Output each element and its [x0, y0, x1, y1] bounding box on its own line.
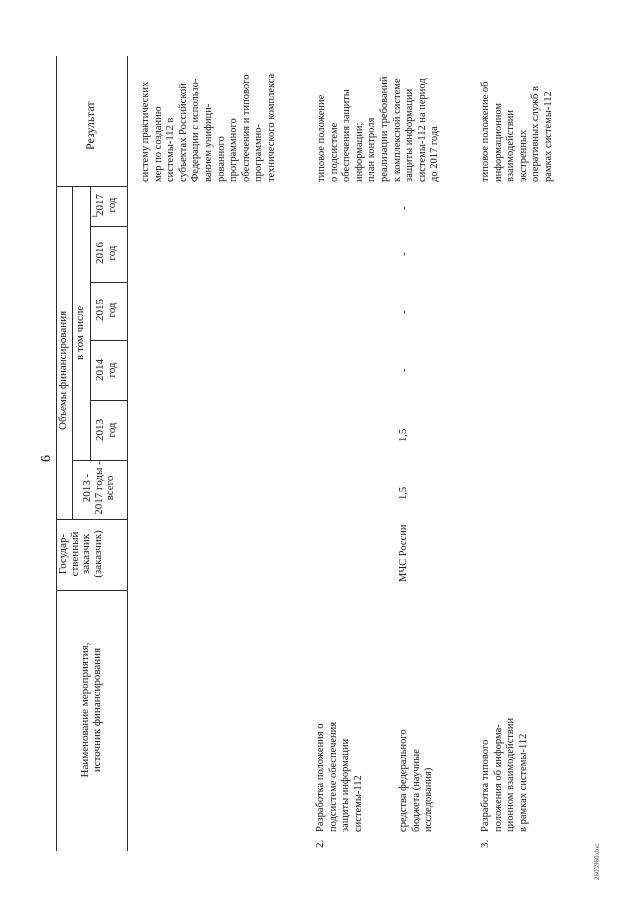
row-2-customer: МЧС России [398, 524, 409, 582]
volumes-under-line [72, 186, 73, 519]
row-2-total: 1,5 [398, 486, 409, 500]
row-2-2017: - [398, 206, 410, 210]
header-2017-footnote: 1 [91, 214, 99, 218]
header-2017 [95, 186, 118, 224]
row-2-2015: - [398, 310, 410, 314]
header-2017-text: 2017 год [94, 194, 118, 216]
incl-under-line [90, 186, 91, 460]
row-2-2013: 1,5 [398, 428, 409, 442]
row-3-number: 3. [479, 839, 491, 848]
row-2-source: средства федерального бюджета (научные исследования) [398, 729, 435, 832]
row-2-result: типовое положение о подсистеме обеспечения защиты информации; план контроля реализации требований к комплексной системе защиты информации системы-112 на период до 2017 года [316, 76, 441, 182]
row-2-2016: - [398, 252, 410, 256]
row-3-title: Разработка типового положения об информа- ционном взаимодействии в рамках системы-112 [480, 717, 529, 832]
header-2013: 2013 год [94, 419, 118, 441]
header-result: Результат [83, 101, 97, 150]
row-3-result: типовое положение об информационном взаимодействии экстренных оперативных служб в рамках системы-112 [480, 81, 554, 182]
row-2-title: Разработка положения о подсистеме обеспечения защиты информации системы-112 [315, 721, 364, 832]
document-code: 2603960.doc [593, 843, 601, 880]
row-2-number: 2. [314, 839, 326, 848]
header-2016: 2016 год [94, 242, 118, 264]
continuation-result: систему практических мер по созданию системы-112 в субъектах Российской Федерации с использо- ванием унифици- рованного программного обеспечения и типового программно- технического комплекса [140, 73, 277, 182]
header-2014: 2014 год [94, 359, 118, 381]
row-divider-2014-2015 [90, 340, 127, 341]
header-volumes: Объемы финансирования [57, 310, 69, 430]
row-divider-2013-2014 [90, 400, 127, 401]
header-bottom-border [127, 56, 128, 851]
row-2-2014: - [398, 368, 410, 372]
table-top-border [56, 56, 57, 851]
row-divider-customer-total [56, 519, 127, 520]
page-number: 6 [39, 455, 54, 462]
header-name: Наименование мероприятия, источник финансирования [79, 642, 103, 778]
header-2015: 2015 год [94, 299, 118, 321]
row-divider-name-customer [56, 590, 127, 591]
header-total: 2013 - 2017 годы - всего [81, 461, 117, 515]
header-incl: в том числе [74, 305, 86, 360]
header-customer: Государ- ственный заказчик (заказчик) [57, 530, 104, 578]
